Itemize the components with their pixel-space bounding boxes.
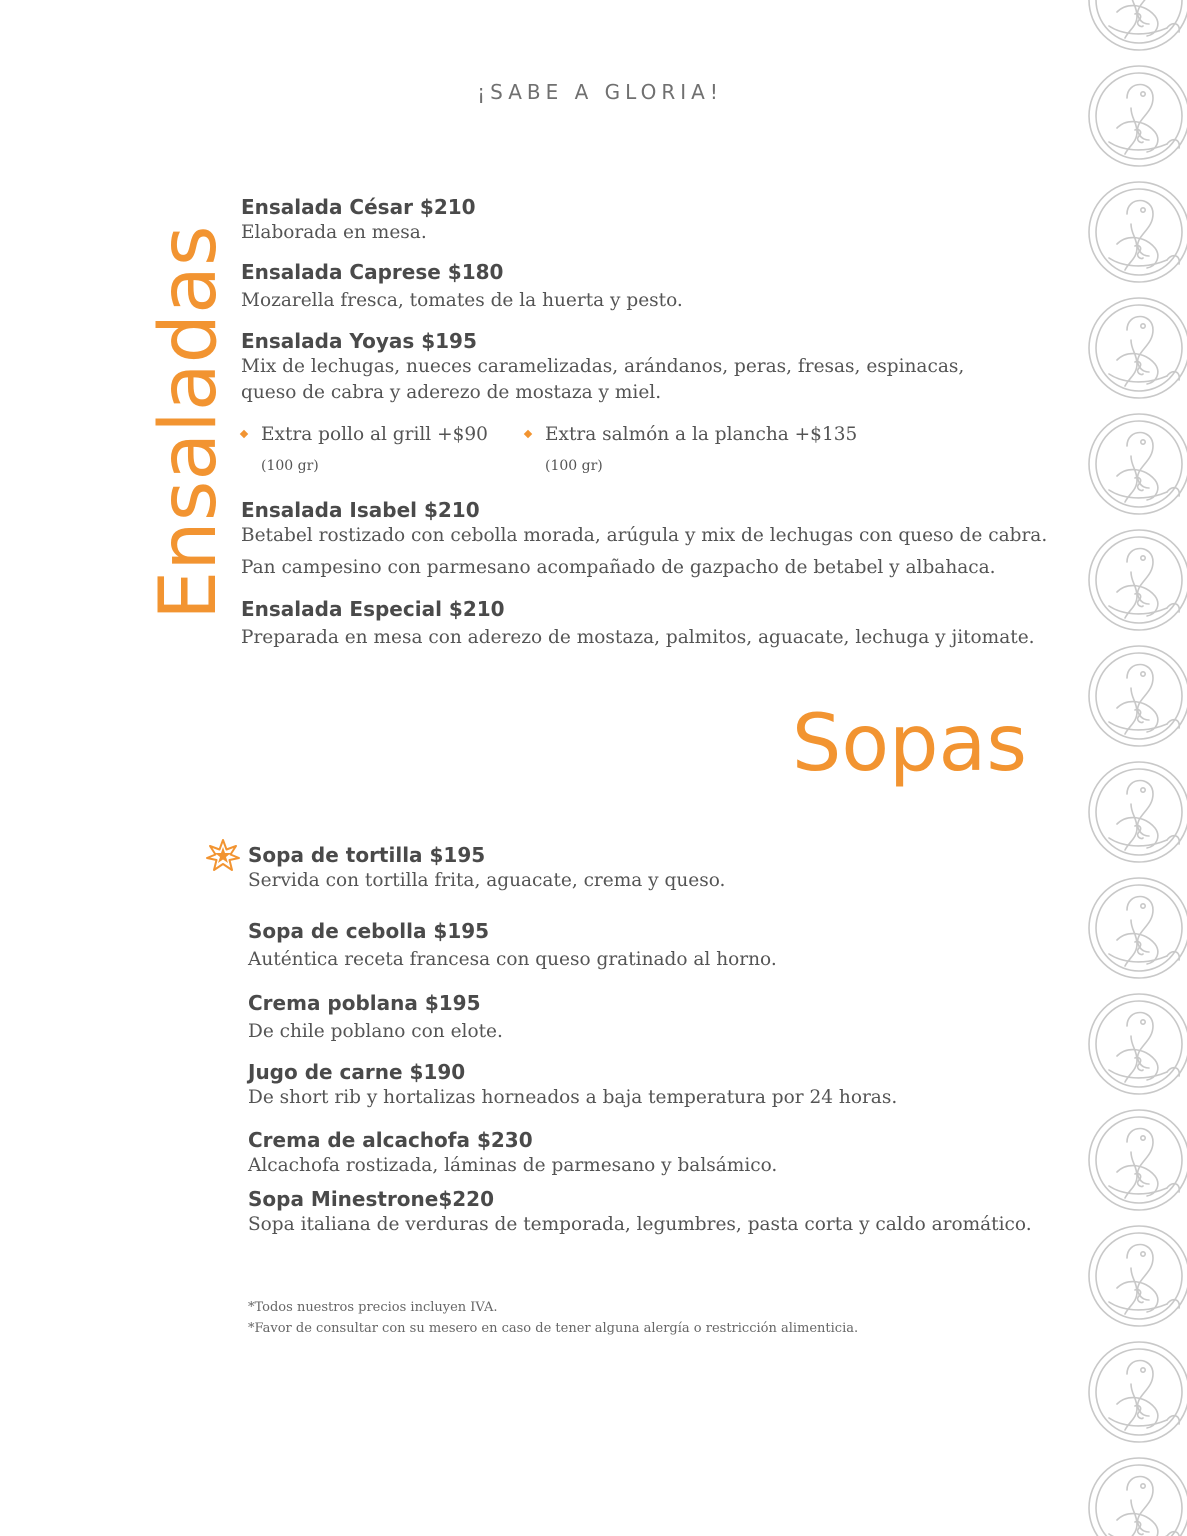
menu-item (241, 328, 1061, 406)
item-name: Sopa de cebolla $195 (248, 919, 490, 943)
menu-item (248, 1186, 1068, 1238)
item-name: Ensalada Yoyas $195 (241, 329, 477, 353)
item-name: Jugo de carne $190 (248, 1060, 466, 1084)
item-description: De short rib y hortalizas horneados a baja temperatura por 24 horas. (248, 1087, 898, 1108)
extra-weight: (100 gr) (261, 458, 319, 474)
item-description: Sopa italiana de verduras de temporada, legumbres, pasta corta y caldo aromático. (248, 1214, 1032, 1235)
menu-item (248, 842, 1068, 894)
extra-label: Extra salmón a la plancha +$135 (545, 424, 858, 445)
tagline: ¡SABE A GLORIA! (477, 80, 723, 104)
decorative-bird-pattern (1087, 0, 1187, 1536)
item-description: De chile poblano con elote. (248, 1021, 503, 1042)
menu-item (248, 1059, 1068, 1111)
item-name: Sopa de tortilla $195 (248, 843, 486, 867)
item-description: Preparada en mesa con aderezo de mostaza, palmitos, aguacate, lechuga y jitomate. (241, 627, 1035, 648)
item-description: Mix de lechugas, nueces caramelizadas, arándanos, peras, fresas, espinacas, (241, 356, 965, 377)
chef-recommendation-star-icon (205, 838, 241, 874)
extra-label: Extra pollo al grill +$90 (261, 424, 488, 445)
item-name: Sopa Minestrone$220 (248, 1187, 495, 1211)
menu-item (248, 1127, 1068, 1179)
footnote-allergy: *Favor de consultar con su mesero en caso de tener alguna alergía o restricción alimenticia. (248, 1321, 859, 1336)
item-description: Elaborada en mesa. (241, 222, 427, 243)
item-description: Betabel rostizado con cebolla morada, arúgula y mix de lechugas con queso de cabra. (241, 525, 1048, 546)
menu-item (241, 259, 1061, 314)
section-title-ensaladas: Ensaladas (144, 225, 234, 620)
footnotes (248, 1297, 858, 1339)
item-name: Ensalada César $210 (241, 195, 476, 219)
item-name: Ensalada Isabel $210 (241, 498, 480, 522)
footnote-iva: *Todos nuestros precios incluyen IVA. (248, 1300, 498, 1315)
item-description: Servida con tortilla frita, aguacate, crema y queso. (248, 870, 726, 891)
menu-item (248, 990, 1068, 1045)
item-description-line2: queso de cabra y aderezo de mostaza y miel. (241, 382, 662, 403)
extras-list (241, 422, 941, 482)
diamond-bullet-icon (240, 430, 248, 438)
menu-item (248, 918, 1068, 973)
menu-item (241, 194, 1061, 246)
item-description: Mozarella fresca, tomates de la huerta y pesto. (241, 290, 683, 311)
extra-weight: (100 gr) (545, 458, 603, 474)
menu-item (241, 497, 1061, 581)
diamond-bullet-icon (524, 430, 532, 438)
item-description: Auténtica receta francesa con queso gratinado al horno. (248, 949, 777, 970)
item-name: Crema de alcachofa $230 (248, 1128, 533, 1152)
item-name: Ensalada Especial $210 (241, 597, 505, 621)
item-name: Crema poblana $195 (248, 991, 481, 1015)
item-description: Alcachofa rostizada, láminas de parmesano y balsámico. (248, 1155, 778, 1176)
item-name: Ensalada Caprese $180 (241, 260, 504, 284)
menu-item (241, 596, 1061, 651)
section-title-sopas: Sopas (791, 699, 1027, 789)
item-description-line2: Pan campesino con parmesano acompañado de gazpacho de betabel y albahaca. (241, 557, 996, 578)
